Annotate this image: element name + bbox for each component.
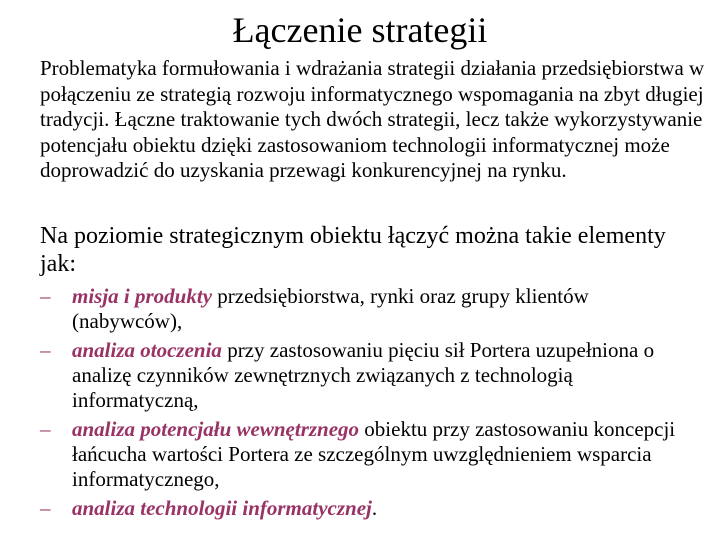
list-item	[40, 417, 700, 492]
bullet-dash: –	[40, 417, 51, 441]
bullet-term: analiza potencjału wewnętrznego	[72, 417, 360, 441]
bullet-term: analiza otoczenia	[72, 338, 222, 362]
bullet-dash: –	[40, 338, 51, 362]
bullet-term: analiza technologii informatycznej	[72, 496, 372, 520]
bullet-text: .	[371, 496, 378, 520]
slide-title: Łączenie strategii	[232, 10, 488, 50]
strategy-elements-list	[40, 284, 700, 525]
bullet-text: obiektu przy zastosowaniu koncepcji łańcucha wartości Portera ze szczególnym uwzględnieniem wsparcia informatycznego,	[72, 417, 676, 491]
bullet-text: przy zastosowaniu pięciu sił Portera uzupełniona o analizę czynników zewnętrznych związanych z technologią informatyczną,	[72, 338, 655, 412]
list-item	[40, 496, 700, 521]
bullet-term: misja i produkty	[72, 284, 213, 308]
bullet-dash: –	[40, 496, 51, 520]
bullet-dash: –	[40, 284, 51, 308]
bullet-text: przedsiębiorstwa, rynki oraz grupy klientów (nabywców),	[72, 284, 589, 333]
list-item	[40, 338, 700, 413]
list-intro-paragraph: Na poziomie strategicznym obiektu łączyć można takie elementy jak:	[40, 223, 666, 277]
list-item	[40, 284, 700, 334]
intro-paragraph: Problematyka formułowania i wdrażania strategii działania przedsiębiorstwa w połączeniu ze strategią rozwoju informatycznego wspomagania na zbyt długiej tradycji. Łączne traktowanie tych dwóch strategii, lecz także wykorzystywanie potencjału obiektu dzięki zastosowaniom technologii informatycznej może doprowadzić do uzyskania przewagi konkurencyjnej na rynku.	[40, 56, 705, 182]
